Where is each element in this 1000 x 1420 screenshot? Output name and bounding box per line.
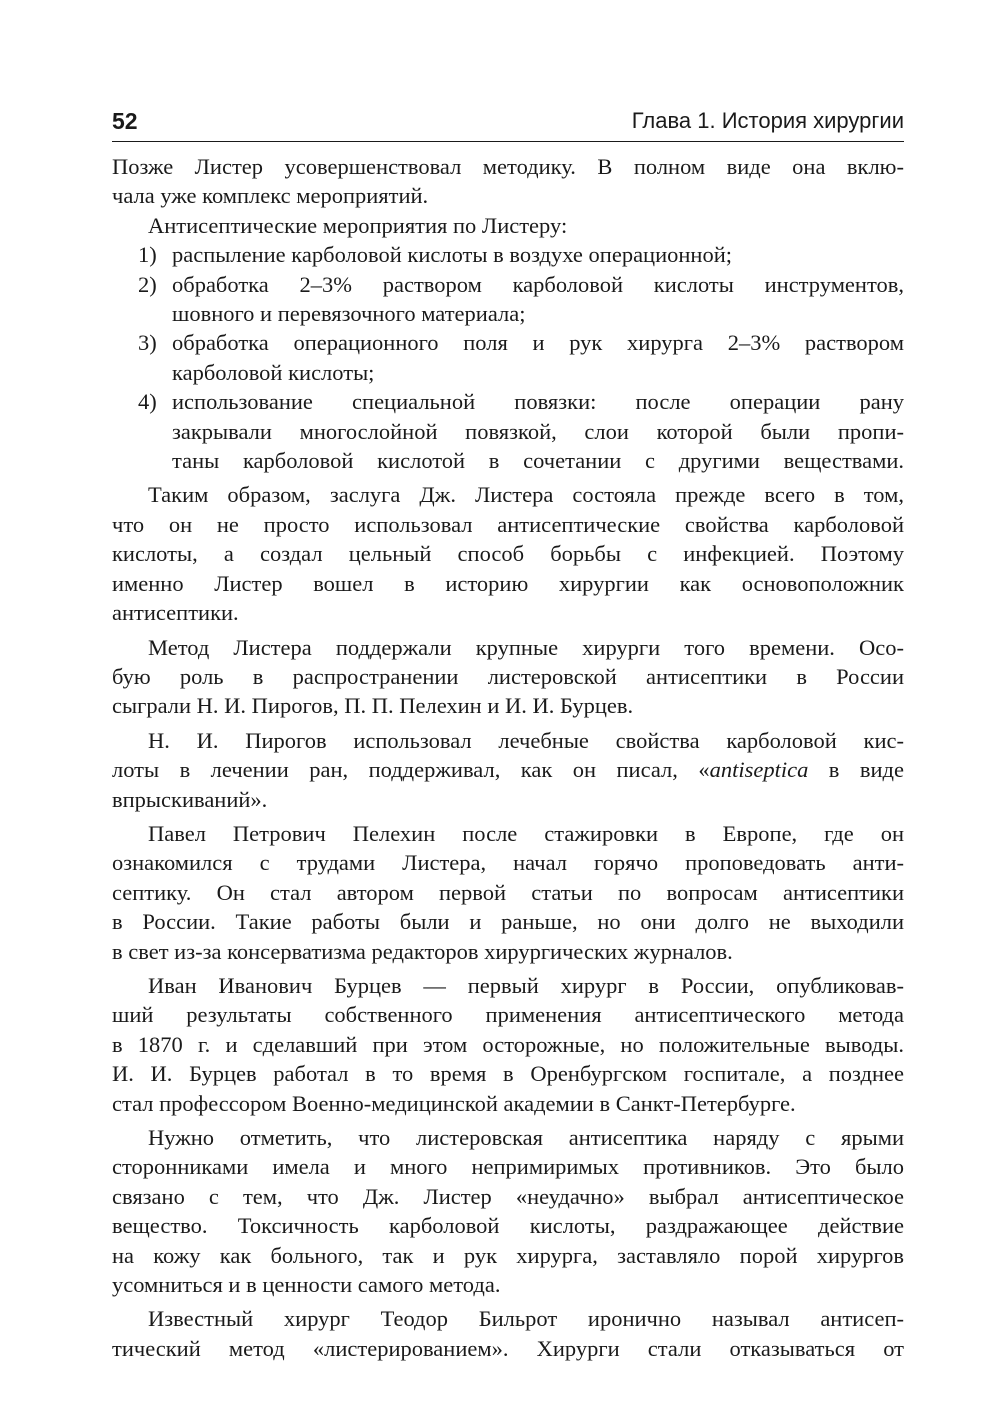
text-line: стал профессором Военно-медицинской академии в Санкт-Петербурге. — [112, 1090, 796, 1116]
list-item — [112, 387, 904, 475]
text-line: вещество. Токсичность карболовой кислоты, раздражающее действие — [112, 1213, 904, 1239]
header-divider — [112, 141, 904, 142]
paragraph — [112, 971, 904, 1118]
list-item — [112, 270, 904, 329]
text-line: Позже Листер усовершенствовал методику. В полном виде она вклю- — [112, 154, 904, 179]
text-line: кислоты, а создал цельный способ борьбы с инфекцией. Поэтому — [112, 541, 904, 567]
text-fragment: в виде — [808, 757, 904, 783]
text-line: использование специальной повязки: после операции рану — [172, 389, 904, 415]
page-number: 52 — [112, 108, 138, 134]
text-line: антисептики. — [112, 600, 239, 626]
text-line: Н. И. Пирогов использовал лечебные свойства карболовой кис- — [148, 727, 904, 753]
text-line: что он не просто использовал антисептические свойства карболовой — [112, 511, 904, 537]
text-line: закрывали многослойной повязкой, слои которой были пропи- — [172, 418, 904, 444]
list-item — [112, 328, 904, 387]
text-line: И. И. Бурцев работал в то время в Оренбургском госпитале, а позднее — [112, 1061, 904, 1087]
latin-term: antiseptica — [709, 757, 809, 783]
page-header — [112, 104, 904, 138]
text-line: Метод Листера поддержали крупные хирурги того времени. Осо- — [148, 634, 904, 660]
text-fragment: лоты в лечении ран, поддерживал, как он писал, « — [112, 757, 710, 783]
chapter-title: Глава 1. История хирургии — [631, 108, 904, 133]
paragraph — [112, 633, 904, 721]
text-line: обработка операционного поля и рук хирурга 2–3% раствором — [172, 330, 904, 356]
text-line: чала уже комплекс мероприятий. — [112, 183, 429, 209]
text-line: бую роль в распространении листеровской антисептики в России — [112, 663, 904, 689]
text-line: связано с тем, что Дж. Листер «неудачно» выбрал антисептическое — [112, 1183, 904, 1209]
text-line: шовного и перевязочного материала; — [172, 301, 526, 327]
text-line: в России. Такие работы были и раньше, но они долго не выходили — [112, 909, 904, 935]
paragraph — [112, 819, 904, 966]
text-line: Таким образом, заслуга Дж. Листера состояла прежде всего в том, — [148, 482, 904, 508]
paragraph — [112, 726, 904, 814]
text-line: сторонниками имела и много непримиримых противников. Это было — [112, 1154, 904, 1180]
text-line: обработка 2–3% раствором карболовой кислоты инструментов, — [172, 271, 904, 297]
text-line: на кожу как больного, так и рук хирурга, заставляло порой хирургов — [112, 1242, 904, 1268]
text-line: сыграли Н. И. Пирогов, П. П. Пелехин и И. И. Бурцев. — [112, 693, 634, 719]
list-item — [112, 240, 904, 269]
text-line: в 1870 г. и сделавший при этом осторожные, но положительные выводы. — [112, 1031, 904, 1057]
text-line: Антисептические мероприятия по Листеру: — [148, 212, 568, 238]
text-line: распыление карболовой кислоты в воздухе операционной; — [172, 242, 733, 268]
body-text — [112, 152, 904, 1363]
list-marker: 4) — [138, 389, 157, 415]
text-line: Нужно отметить, что листеровская антисептика наряду с ярыми — [148, 1125, 904, 1150]
paragraph — [112, 1123, 904, 1299]
text-line: Павел Петрович Пелехин после стажировки в Европе, где он — [148, 820, 904, 846]
list-marker: 2) — [138, 271, 157, 297]
text-line: таны карболовой кислотой в сочетании с другими веществами. — [172, 448, 904, 474]
paragraph — [112, 152, 904, 211]
paragraph — [112, 1304, 904, 1363]
paragraph — [112, 211, 904, 240]
text-line: Иван Иванович Бурцев — первый хирург в России, опубликовав- — [148, 972, 904, 998]
text-line: ший результаты собственного применения антисептического метода — [112, 1002, 904, 1028]
text-line — [112, 755, 904, 784]
text-line: именно Листер вошел в историю хирургии как основоположник — [112, 570, 904, 596]
text-line: ознакомился с трудами Листера, начал горячо проповедовать анти- — [112, 850, 904, 876]
text-line: септику. Он стал автором первой статьи по вопросам антисептики — [112, 879, 904, 905]
list-marker: 1) — [138, 242, 157, 268]
text-line: впрыскиваний». — [112, 786, 268, 812]
text-line: в свет из-за консерватизма редакторов хирургических журналов. — [112, 938, 733, 964]
text-line: Известный хирург Теодор Бильрот иронично называл антисеп- — [148, 1306, 904, 1332]
text-line: тический метод «листерированием». Хирурги стали отказываться от — [112, 1335, 904, 1361]
paragraph — [112, 480, 904, 627]
text-line: усомниться и в ценности самого метода. — [112, 1272, 501, 1298]
text-line: карболовой кислоты; — [172, 359, 375, 385]
list-marker: 3) — [138, 330, 157, 356]
